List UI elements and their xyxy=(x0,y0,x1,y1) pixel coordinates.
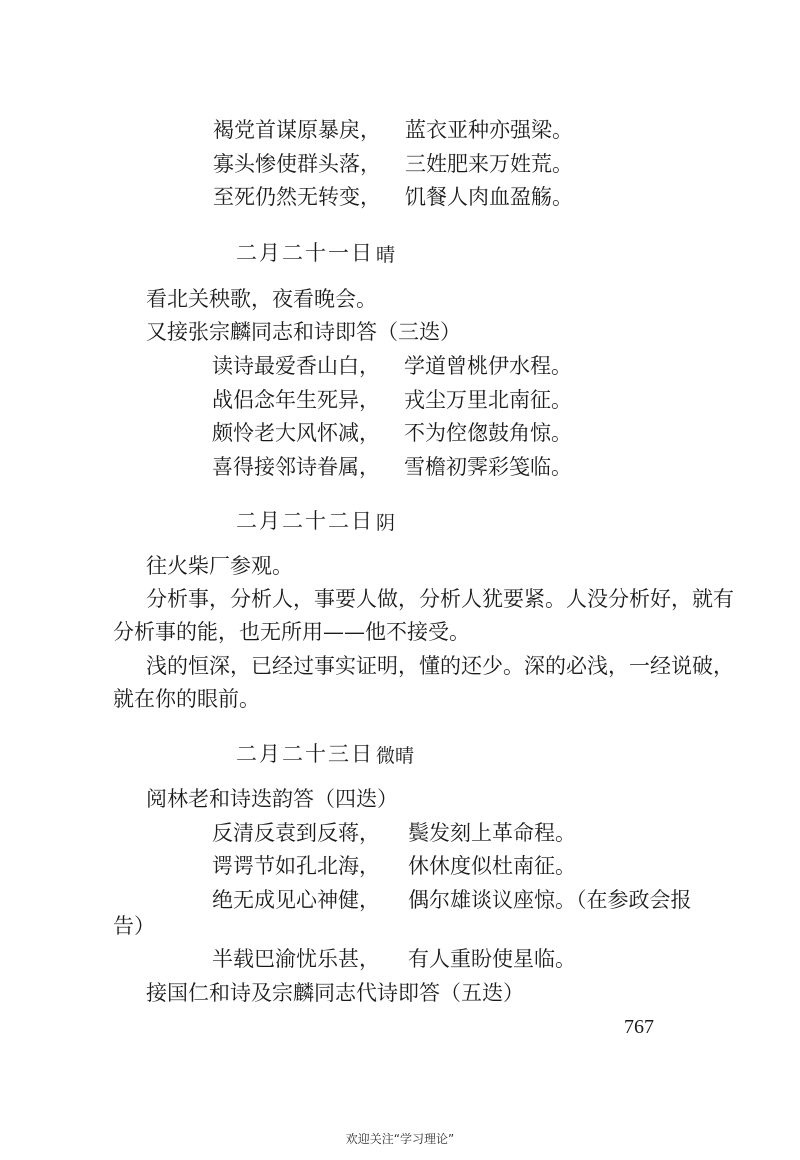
verse-first-half: 至死仍然无转变， xyxy=(213,185,381,209)
verse-first-half: 反清反袁到反蒋， xyxy=(212,821,380,845)
verse-second-half: 饥餐人肉血盈觞。 xyxy=(405,185,573,209)
verse-second-half: 蓝衣亚种亦强梁。 xyxy=(405,118,573,142)
diary-paragraph: 分析事，分析人，事要人做，分析人犹要紧。人没分析好，就有 xyxy=(146,587,734,611)
verse-first-half: 颇怜老大风怀减， xyxy=(212,421,380,445)
diary-date-heading: 二月二十三日 xyxy=(236,742,374,766)
verse-second-half: 休休度似杜南征。 xyxy=(408,854,576,878)
verse-second-half: 有人重盼使星临。 xyxy=(408,947,576,971)
diary-date-heading: 二月二十二日 xyxy=(236,509,374,533)
verse-second-half: 鬓发刻上革命程。 xyxy=(408,821,576,845)
verse-first-half: 寡头惨使群头落， xyxy=(213,152,381,176)
verse-first-half: 喜得接邻诗眷属， xyxy=(212,455,380,479)
verse-second-half: 不为倥偬鼓角惊。 xyxy=(404,421,572,445)
verse-second-half: 学道曾桃伊水程。 xyxy=(404,354,572,378)
verse-first-half: 半载巴渝忧乐甚， xyxy=(212,947,380,971)
diary-paragraph: 接国仁和诗及宗麟同志代诗即答（五迭） xyxy=(146,981,524,1005)
diary-paragraph: 就在你的眼前。 xyxy=(113,687,260,711)
weather-label: 微晴 xyxy=(376,745,415,767)
diary-paragraph: 往火柴厂参观。 xyxy=(146,554,293,578)
verse-first-half: 绝无成见心神健， xyxy=(212,888,380,912)
verse-first-half: 褐党首谋原暴戾， xyxy=(213,118,381,142)
verse-wrap: 告） xyxy=(113,914,155,938)
diary-paragraph: 阅林老和诗迭韵答（四迭） xyxy=(146,787,398,811)
diary-date-heading: 二月二十一日 xyxy=(236,241,374,265)
weather-label: 晴 xyxy=(376,244,396,266)
weather-label: 阴 xyxy=(376,512,396,534)
verse-second-half: 三姓肥来万姓荒。 xyxy=(405,152,573,176)
diary-paragraph: 浅的恒深，已经过事实证明，懂的还少。深的必浅，一经说破， xyxy=(146,654,734,678)
page-number: 767 xyxy=(624,1016,654,1038)
verse-second-half: 雪檐初霁彩笺临。 xyxy=(404,455,572,479)
verse-first-half: 谔谔节如孔北海， xyxy=(212,854,380,878)
verse-first-half: 读诗最爱香山白， xyxy=(212,354,380,378)
diary-paragraph: 看北关秧歌，夜看晚会。 xyxy=(146,287,377,311)
verse-second-half: 戎尘万里北南征。 xyxy=(404,388,572,412)
footer-watermark: 欢迎关注“学习理论” xyxy=(345,1132,455,1146)
diary-paragraph: 又接张宗麟同志和诗即答（三迭） xyxy=(146,320,461,344)
verse-second-half: 偶尔雄谈议座惊。（在参政会报 xyxy=(408,888,692,912)
diary-paragraph: 分析事的能，也无所用——他不接受。 xyxy=(113,620,470,644)
verse-first-half: 战侣念年生死异， xyxy=(212,388,380,412)
